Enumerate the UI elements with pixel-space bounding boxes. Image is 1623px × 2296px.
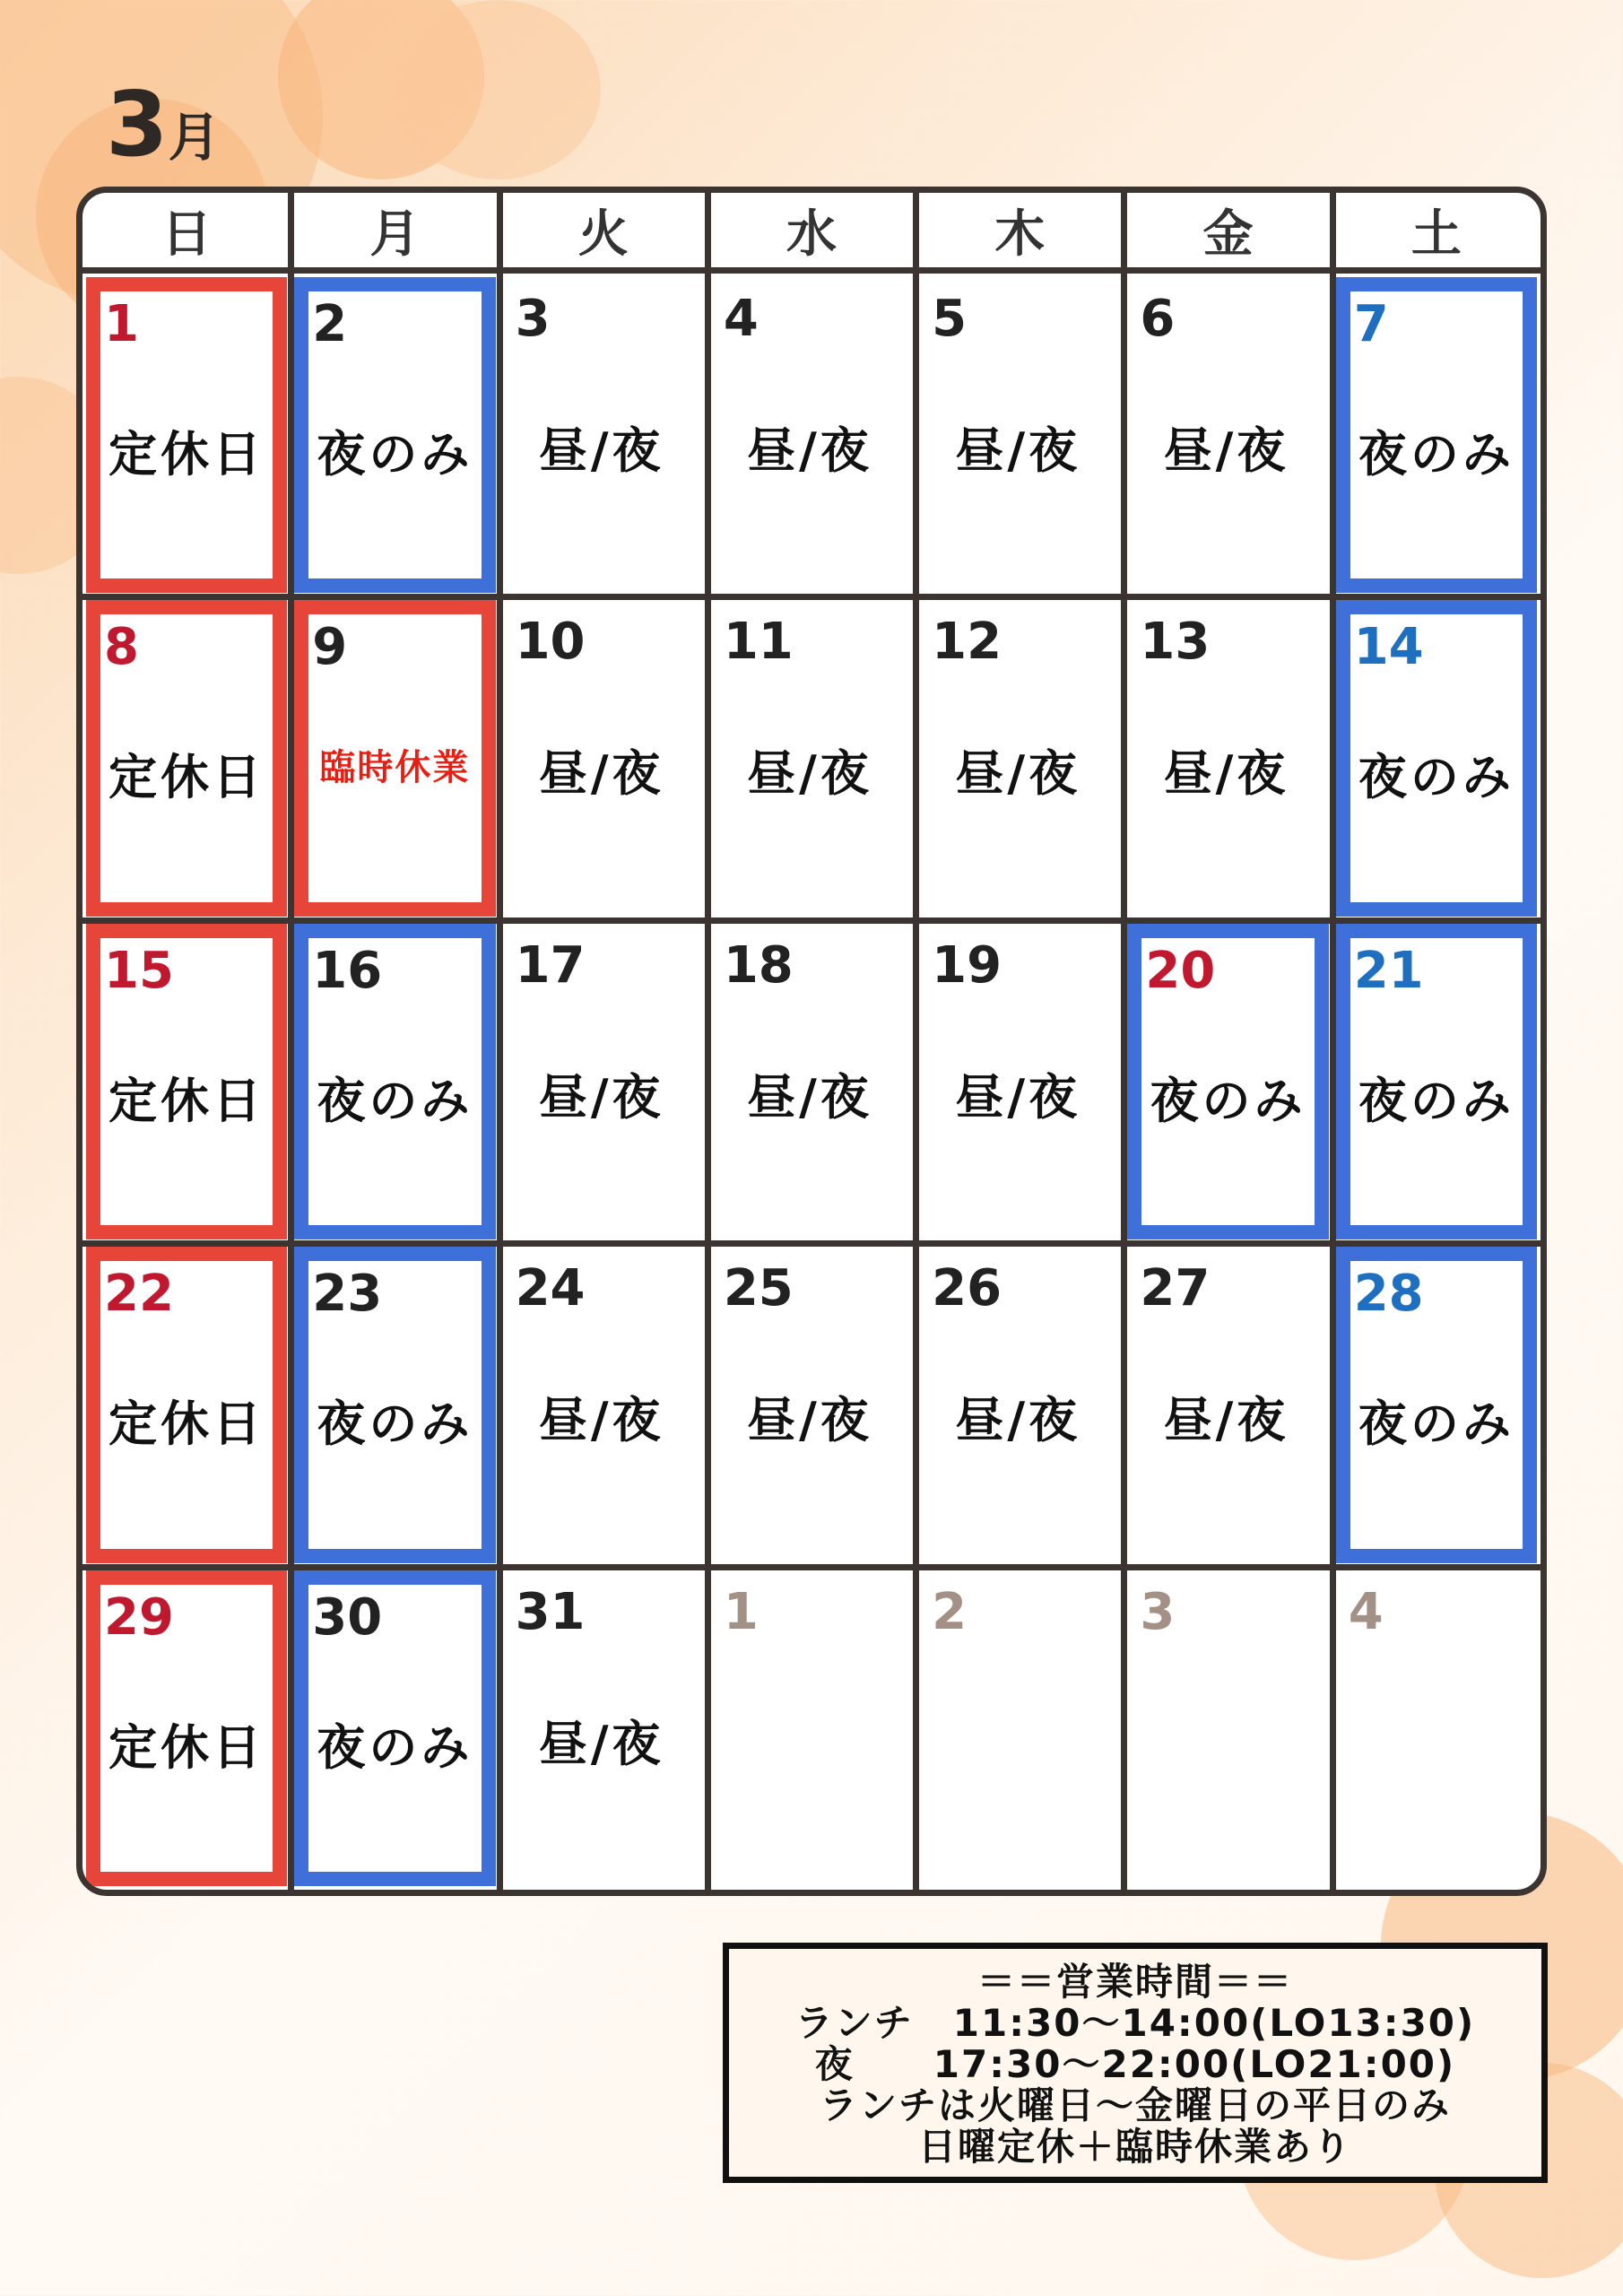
day-number: 25 (723, 1259, 794, 1318)
calendar (76, 187, 1547, 1896)
weekday-header-cell: 月 (369, 204, 421, 264)
day-number: 1 (104, 295, 139, 353)
day-number: 13 (1140, 613, 1211, 672)
weekday-header-cell: 木 (994, 204, 1046, 264)
calendar-day-cell (707, 274, 912, 593)
calendar-day-cell (294, 1570, 495, 1886)
day-status: 夜のみ (317, 426, 473, 483)
calendar-day-cell (294, 924, 495, 1239)
day-status: 昼/夜 (538, 745, 664, 803)
day-status: 昼/夜 (747, 745, 872, 803)
calendar-day-cell (499, 1567, 704, 1886)
calendar-day-cell (499, 920, 704, 1239)
calendar-day-cell (707, 920, 912, 1239)
calendar-day-cell (916, 596, 1120, 916)
day-status: 夜のみ (1358, 426, 1515, 483)
day-status: 夜のみ (317, 1396, 473, 1453)
day-status: 臨時休業 (319, 747, 471, 789)
day-number: 3 (515, 290, 551, 348)
holiday-note: 日曜定休＋臨時休業あり (917, 2125, 1352, 2169)
day-status: 定休日 (108, 1072, 265, 1129)
calendar-day-cell (1336, 1247, 1537, 1562)
day-number: 5 (932, 290, 968, 348)
day-number: 14 (1353, 618, 1424, 677)
weekday-header-cell: 土 (1410, 204, 1462, 264)
day-number: 8 (104, 618, 139, 677)
day-status: 定休日 (108, 749, 265, 806)
calendar-day-cell (1336, 600, 1537, 916)
day-number: 29 (104, 1587, 174, 1647)
day-status: 昼/夜 (747, 1068, 872, 1126)
day-status: 昼/夜 (1163, 422, 1289, 479)
calendar-day-cell (1124, 1243, 1328, 1562)
calendar-day-cell (499, 274, 704, 593)
calendar-day-cell (499, 1243, 704, 1562)
month-title (106, 72, 221, 177)
day-number: 26 (932, 1259, 1002, 1318)
weekday-header-cell: 日 (161, 204, 213, 264)
day-number: 20 (1145, 941, 1216, 1000)
day-number: 27 (1140, 1259, 1211, 1318)
day-status: 定休日 (108, 426, 265, 483)
calendar-day-cell (294, 277, 495, 593)
day-number: 10 (515, 613, 586, 672)
day-number: 30 (312, 1587, 383, 1647)
calendar-day-cell (294, 1247, 495, 1562)
business-hours-box (723, 1943, 1548, 2183)
day-number: 4 (723, 290, 759, 348)
day-number: 6 (1140, 290, 1176, 348)
day-status: 夜のみ (317, 1718, 473, 1776)
day-number: 7 (1353, 295, 1389, 353)
day-status: 昼/夜 (955, 1392, 1081, 1449)
calendar-day-cell (86, 924, 287, 1239)
day-status: 夜のみ (1358, 1072, 1515, 1129)
month-number: 3 (106, 72, 169, 177)
dinner-hours: 夜 17:30〜22:00(LO21:00) (814, 2042, 1456, 2086)
calendar-day-cell (86, 277, 287, 593)
calendar-day-cell (1124, 274, 1328, 593)
day-status: 昼/夜 (955, 745, 1081, 803)
day-number: 21 (1353, 941, 1424, 1000)
day-number: 31 (515, 1582, 586, 1641)
calendar-day-cell (1124, 596, 1328, 916)
lunch-note: ランチは火曜日〜金曜日の平日のみ (819, 2083, 1451, 2127)
day-number: 9 (312, 618, 348, 677)
day-status: 昼/夜 (747, 1392, 872, 1449)
calendar-day-cell (916, 1243, 1120, 1562)
day-number: 2 (932, 1582, 968, 1641)
calendar-day-cell (86, 600, 287, 916)
day-number: 18 (723, 935, 794, 995)
day-number: 12 (932, 613, 1002, 672)
day-status: 夜のみ (317, 1072, 473, 1129)
calendar-day-cell (1127, 924, 1328, 1239)
weekday-header-cell: 金 (1202, 204, 1254, 264)
calendar-day-cell (499, 596, 704, 916)
day-status: 昼/夜 (1163, 745, 1289, 803)
calendar-day-cell (916, 1567, 1120, 1886)
day-status: 夜のみ (1358, 1396, 1515, 1453)
day-number: 4 (1348, 1582, 1384, 1641)
day-number: 3 (1140, 1582, 1176, 1641)
day-number: 24 (515, 1259, 586, 1318)
weekday-header-cell: 火 (577, 204, 629, 264)
day-status: 昼/夜 (538, 1715, 664, 1772)
day-status: 昼/夜 (538, 1392, 664, 1449)
business-hours-title: ＝＝営業時間＝＝ (976, 1960, 1293, 2004)
calendar-day-cell (916, 920, 1120, 1239)
day-status: 昼/夜 (955, 422, 1081, 479)
calendar-day-cell (916, 274, 1120, 593)
grid-line (288, 193, 294, 1890)
day-status: 昼/夜 (538, 1068, 664, 1126)
calendar-day-cell (86, 1247, 287, 1562)
day-number: 28 (1353, 1265, 1424, 1324)
day-status: 定休日 (108, 1396, 265, 1453)
day-status: 夜のみ (1358, 749, 1515, 806)
weekday-header-cell: 水 (785, 204, 837, 264)
calendar-day-cell (707, 1243, 912, 1562)
calendar-day-cell (707, 596, 912, 916)
day-number: 17 (515, 935, 586, 995)
calendar-day-cell (294, 600, 495, 916)
day-number: 23 (312, 1265, 383, 1324)
day-number: 1 (723, 1582, 759, 1641)
day-status: 昼/夜 (747, 422, 872, 479)
day-status: 夜のみ (1150, 1072, 1306, 1129)
weekday-header (82, 193, 1541, 274)
day-status: 昼/夜 (538, 422, 664, 479)
day-number: 15 (104, 941, 174, 1000)
day-number: 2 (312, 295, 348, 353)
lunch-hours: ランチ 11:30〜14:00(LO13:30) (794, 2001, 1476, 2045)
day-status: 昼/夜 (1163, 1392, 1289, 1449)
day-number: 22 (104, 1265, 174, 1324)
calendar-day-cell (1332, 1567, 1537, 1886)
day-number: 19 (932, 935, 1002, 995)
calendar-day-cell (1124, 1567, 1328, 1886)
calendar-day-cell (707, 1567, 912, 1886)
day-status: 定休日 (108, 1718, 265, 1776)
day-number: 16 (312, 941, 383, 1000)
calendar-day-cell (1336, 277, 1537, 593)
day-number: 11 (723, 613, 794, 672)
day-status: 昼/夜 (955, 1068, 1081, 1126)
calendar-day-cell (1336, 924, 1537, 1239)
calendar-day-cell (86, 1570, 287, 1886)
month-unit: 月 (168, 107, 221, 168)
